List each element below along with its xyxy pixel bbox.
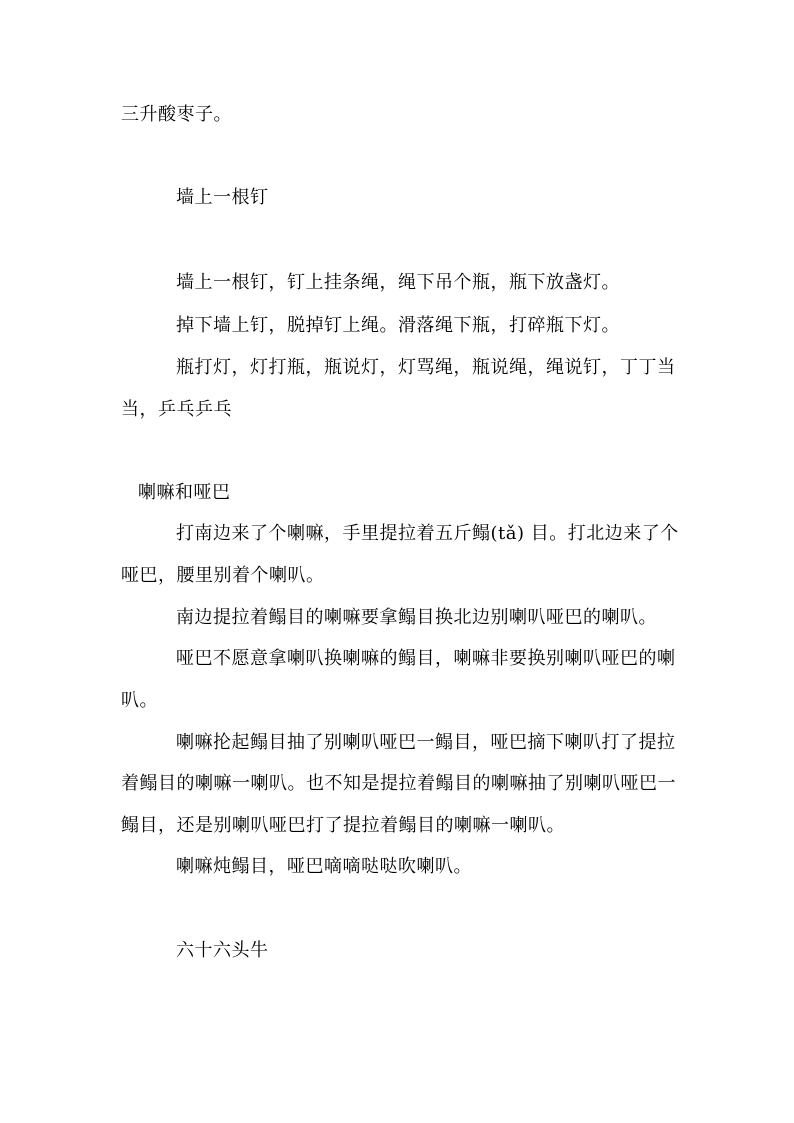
paragraph-line: 南边提拉着鳎目的喇嘛要拿鳎目换北边别喇叭哑巴的喇叭。	[176, 607, 657, 628]
paragraph-line: 哑巴，腰里别着个喇叭。	[121, 565, 325, 586]
paragraph-line: 喇嘛炖鳎目，哑巴嘀嘀哒哒吹喇叭。	[176, 856, 472, 877]
paragraph-line: 打南边来了个喇嘛，手里提拉着五斤鳎(tǎ) 目。打北边来了个	[176, 523, 679, 544]
paragraph-line: 掉下墙上钉，脱掉钉上绳。滑落绳下瓶，打碎瓶下灯。	[176, 315, 620, 336]
paragraph-line: 墙上一根钉，钉上挂条绳，绳下吊个瓶，瓶下放盏灯。	[176, 272, 620, 293]
paragraph-line: 当，乒乓乒乓	[121, 399, 232, 420]
paragraph-line: 着鳎目的喇嘛一喇叭。也不知是提拉着鳎目的喇嘛抽了别喇叭哑巴一	[121, 773, 676, 794]
paragraph-line: 喇嘛抡起鳎目抽了别喇叭哑巴一鳎目，哑巴摘下喇叭打了提拉	[176, 732, 676, 753]
section-title-lama-yaba: 喇嘛和哑巴	[138, 482, 231, 503]
paragraph-end-line: 三升酸枣子。	[121, 104, 232, 125]
section-title-sixty-six-cows: 六十六头牛	[176, 940, 269, 961]
paragraph-line: 鳎目，还是别喇叭哑巴打了提拉着鳎目的喇嘛一喇叭。	[121, 815, 565, 836]
paragraph-line: 哑巴不愿意拿喇叭换喇嘛的鳎目，喇嘛非要换别喇叭哑巴的喇	[176, 648, 676, 669]
paragraph-line: 叭。	[121, 690, 158, 711]
section-title-nail: 墙上一根钉	[176, 187, 269, 208]
paragraph-line: 瓶打灯，灯打瓶，瓶说灯，灯骂绳，瓶说绳，绳说钉，丁丁当	[176, 357, 676, 378]
